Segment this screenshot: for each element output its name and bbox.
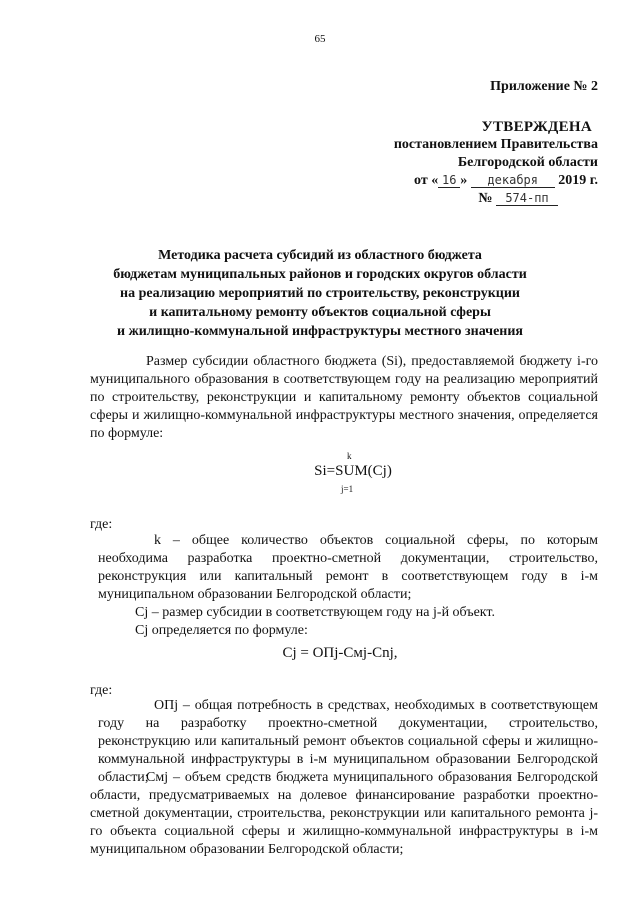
date-year: 2019 г. xyxy=(558,173,598,188)
approved-heading: УТВЕРЖДЕНА xyxy=(481,119,592,135)
resolution-number: 574-пп xyxy=(496,191,558,206)
cj-formula-intro: Cj определяется по формуле: xyxy=(135,623,308,638)
title-line-5: и жилищно-коммунальной инфраструктуры местного значения xyxy=(117,324,523,339)
where-label-2: где: xyxy=(90,683,113,698)
k-definition: k – общее количество объектов социальной сферы, по которым необходима разработка проектно-сметной документации, строительство, реконструкция или капитальный ремонт в соответствующем году в i-м муниципальном образовании Белгородской области; xyxy=(98,533,598,602)
formula1-upper: k xyxy=(347,451,352,461)
approval-number xyxy=(338,190,558,208)
approval-line-2: Белгородской области xyxy=(457,155,598,170)
approval-date xyxy=(338,172,598,190)
date-mid: » xyxy=(460,173,468,188)
cj-definition: Cj – размер субсидии в соответствующем году на j-й объект. xyxy=(135,605,495,620)
approval-line-1: постановлением Правительства xyxy=(393,137,598,152)
title-line-3: на реализацию мероприятий по строительству, реконструкции xyxy=(120,286,520,301)
formula-cj: Cj = ОПj-Смj-Cnj, xyxy=(282,645,398,661)
date-day: 16 xyxy=(438,173,460,188)
title-line-2: бюджетам муниципальных районов и городских округов области xyxy=(113,267,527,282)
title-line-4: и капитальному ремонту объектов социальной сферы xyxy=(149,305,491,320)
title-line-1: Методика расчета субсидий из областного бюджета xyxy=(158,248,482,263)
date-month: декабря xyxy=(471,173,555,188)
approval-block xyxy=(338,78,598,208)
formula1-lower: j=1 xyxy=(341,484,354,494)
page-number: 65 xyxy=(314,33,326,45)
formula-si: Si=SUM(Cj) xyxy=(314,463,392,479)
where-label-1: где: xyxy=(90,517,113,532)
opj-definition: ОПj – общая потребность в средствах, необходимых в соответствующем году на разработку проектно-сметной документации, строительство, реконструкцию или капитальный ремонт объектов социальной сферы и жилищно-коммунальной инфраструктуры в i-м муниципальном образовании Белгородской области; xyxy=(98,698,598,785)
smj-definition: Смj – объем средств бюджета муниципального образования Белгородской области, предусматриваемых на долевое финансирование разработки проектно-сметной документации, строительства, реконструкции или капитального ремонта j-го объекта социальной сферы и жилищно-коммунальной инфраструктуры в i-м муниципальном образовании Белгородской области; xyxy=(90,770,598,857)
number-prefix: № xyxy=(478,191,493,206)
date-prefix: от « xyxy=(414,173,439,188)
intro-paragraph: Размер субсидии областного бюджета (Si), предоставляемой бюджету i-го муниципального образования в соответствующем году на реализацию мероприятий по строительству, реконструкции и капитальному ремонту объектов социальной сферы и жилищно-коммунальной инфраструктуры местного значения, определяется по формуле: xyxy=(90,354,598,441)
appendix-label: Приложение № 2 xyxy=(490,79,598,94)
document-title xyxy=(0,246,640,341)
